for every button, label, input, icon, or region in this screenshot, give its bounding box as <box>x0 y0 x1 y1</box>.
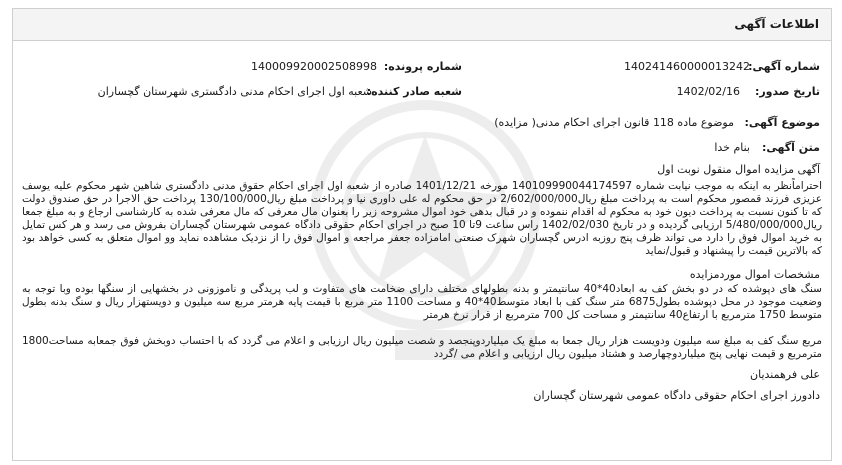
specs-heading: مشخصات اموال موردمزایده <box>689 268 820 281</box>
issuing-branch-value: شعبه اول اجرای احکام مدنی دادگستری شهرستان گچساران <box>97 85 372 98</box>
issuing-branch-label: شعبه صادر کننده: <box>366 85 462 98</box>
ad-paragraph-valuation: مربع سنگ کف به مبلغ سه میلیون ودویست هزار ریال جمعا به مبلغ یک میلیاردوپنجصد و شصت میلیون ریال ارزیابی و اعلام می گردد که با احتساب دوبخش فوق جمعابه مساحت1800 مترمربع و قیمت نهایی پنج میلیاردوچهارصد و هشتاد میلیون ریال ارزیابی و اعلام می /گردد <box>22 335 822 360</box>
ad-heading: آگهی مزایده اموال منقول نوبت اول <box>657 163 820 176</box>
file-number-value: 140009920002508998 <box>251 60 377 73</box>
signer-name: علی فرهمندیان <box>750 368 820 381</box>
file-number-label: شماره پرونده: <box>383 60 462 73</box>
bismillah: بنام خدا <box>714 141 750 154</box>
subject-value: موضوع ماده 118 قانون اجرای احکام مدنی( مزایده) <box>494 116 734 129</box>
signer-title: دادورز اجرای احکام حقوقی دادگاه عمومی شهرستان گچساران <box>533 389 820 402</box>
ad-paragraph-main: احتراماًنظر به اینکه به موجب نیابت شماره 140109990044174597 مورخه 1401/12/21 صادره از شعبه اول اجرای احکام حقوق مدنی دادگستری شاهین شهر محکوم علیه یوسف عزیزی فرزند قمصور محکوم است به پرداخت مبلغ ریال2/602/000/000 در حق محکوم له علی داوری نیا و پرداخت مبلغ ریال130/100/000 پرداخت حق الاجرا در حق صندوق دولت که تا کنون نسبت به پرداخت دیون خود به محکوم له اقدام ننموده و در قبال بدهی خود اموال مشروحه زیر را بعنوان مال معرفی که مال معرفی شده به کارشناسی ارجاع و به مبلغ جمعا ریال5/480/000/000 ارزیابی گردیده و در تاریخ 1402/02/030 راس ساعت 9تا 10 صبح در اجرای احکام حقوقی دادگاه عمومی شهرستان گچساران بفروش می رسد و هر کس تمایل به خرید اموال فوق را دارد می تواند ظرف پنج روزبه ادرس گچساران شهرک صنعتی امامزاده جعفر مراجعه و اموال فوق را از نزدیک مشاهده نماید وو اموال متعلق به کسی خواهد بود که بالاترین قیمت را پیشنهاد و قبول/نماید <box>22 180 823 257</box>
ad-number-label: شماره آگهی: <box>748 60 820 73</box>
body-label: متن آگهی: <box>762 141 820 154</box>
ad-info-header <box>12 8 832 41</box>
ad-number-value: 140241460000013242 <box>624 60 750 73</box>
issue-date-value: 1402/02/16 <box>676 85 740 98</box>
ad-paragraph-specs: سنگ های دپوشده که در دو بخش کف به ابعاد40*40 سانتیمتر و بدنه بطولهای مختلف دارای ضخامت های متفاوت و لب پریدگی و ناموزونی در بخشهایی از سنگها بوده وبا توجه به وضعیت موجود در محل دپوشده بطول6875 متر سنگ کف با ابعاد متوسط40*40 و مساحت 1100 متر مربع با قیمت پایه هرمتر مربع سه میلیون و دویستهزار ریال و سنگ بدنه بطول متوسط 1750 مترمربع با ارتفاع40 سانتیمتر و مساحت کل 700 مترمربع از قرار نرخ هرمتر <box>22 283 823 321</box>
subject-label: موضوع آگهی: <box>744 116 820 129</box>
header-title: اطلاعات آگهی <box>734 17 819 31</box>
issue-date-label: تاریخ صدور: <box>754 85 820 98</box>
